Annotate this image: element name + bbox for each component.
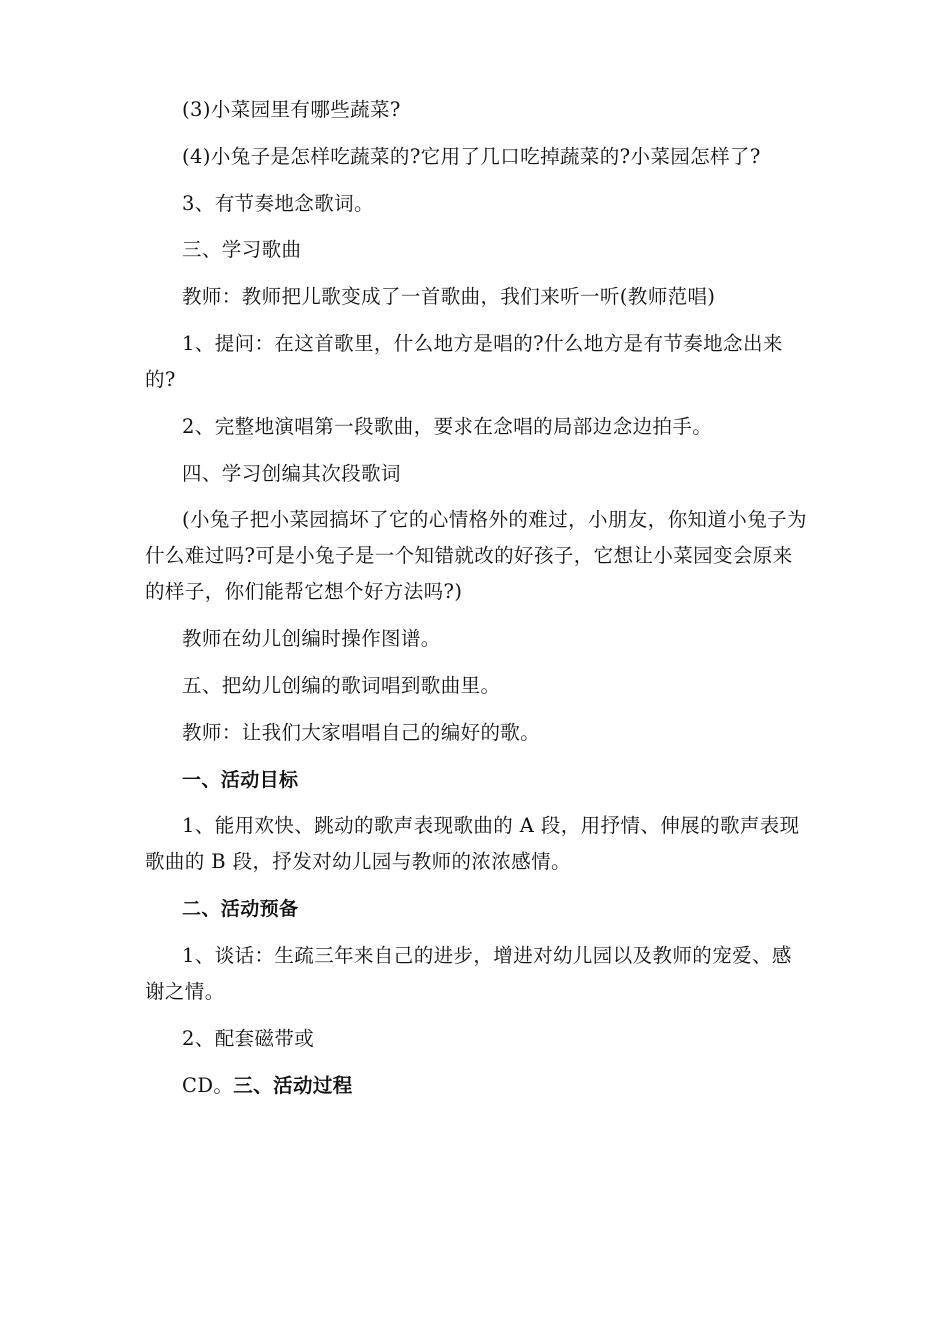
paragraph-bunny-story: (小兔子把小菜园搞坏了它的心情格外的难过，小朋友，你知道小兔子为什么难过吗?可是小兔子是一个知错就改的好孩子，它想让小菜园变会原来的样子，你们能帮它想个好方法吗?)	[145, 508, 807, 604]
paragraph-goal-1: 1、能用欢快、跳动的歌声表现歌曲的 A 段，用抒情、伸展的歌声表现歌曲的 B 段，抒发对幼儿园与教师的浓浓感情。	[145, 814, 800, 874]
paragraph-teacher-invite: 教师：让我们大家唱唱自己的编好的歌。	[182, 720, 541, 744]
cd-text: CD。	[182, 1073, 234, 1097]
section-heading-activity-process: 三、活动过程	[233, 1073, 353, 1097]
paragraph-chant-lyrics: 3、有节奏地念歌词。	[182, 191, 374, 215]
document-body	[145, 92, 810, 1114]
paragraph-prep-1: 1、谈话：生疏三年来自己的进步，增进对幼儿园以及教师的宠爱、感谢之情。	[145, 943, 792, 1003]
section-heading-activity-goals: 一、活动目标	[182, 768, 299, 791]
paragraph-full-performance: 2、完整地演唱第一段歌曲，要求在念唱的局部边念边拍手。	[182, 414, 713, 438]
paragraph-question-4: (4)小兔子是怎样吃蔬菜的?它用了几口吃掉蔬菜的?小菜园怎样了?	[182, 144, 761, 168]
section-heading-create-lyrics: 四、学习创编其次段歌词	[182, 461, 401, 485]
paragraph-teacher-chart: 教师在幼儿创编时操作图谱。	[182, 627, 441, 651]
paragraph-cd-and-process	[145, 1068, 810, 1104]
paragraph-prep-2: 2、配套磁带或	[182, 1026, 315, 1050]
paragraph-question-singing: 1、提问：在这首歌里，什么地方是唱的?什么地方是有节奏地念出来的?	[145, 331, 783, 391]
section-heading-activity-prep: 二、活动预备	[182, 898, 299, 921]
section-heading-learn-song: 三、学习歌曲	[182, 238, 302, 262]
section-heading-sing-lyrics: 五、把幼儿创编的歌词唱到歌曲里。	[182, 673, 501, 697]
paragraph-teacher-demo: 教师：教师把儿歌变成了一首歌曲，我们来听一听(教师范唱)	[182, 285, 716, 309]
paragraph-question-3: (3)小菜园里有哪些蔬菜?	[182, 98, 401, 121]
